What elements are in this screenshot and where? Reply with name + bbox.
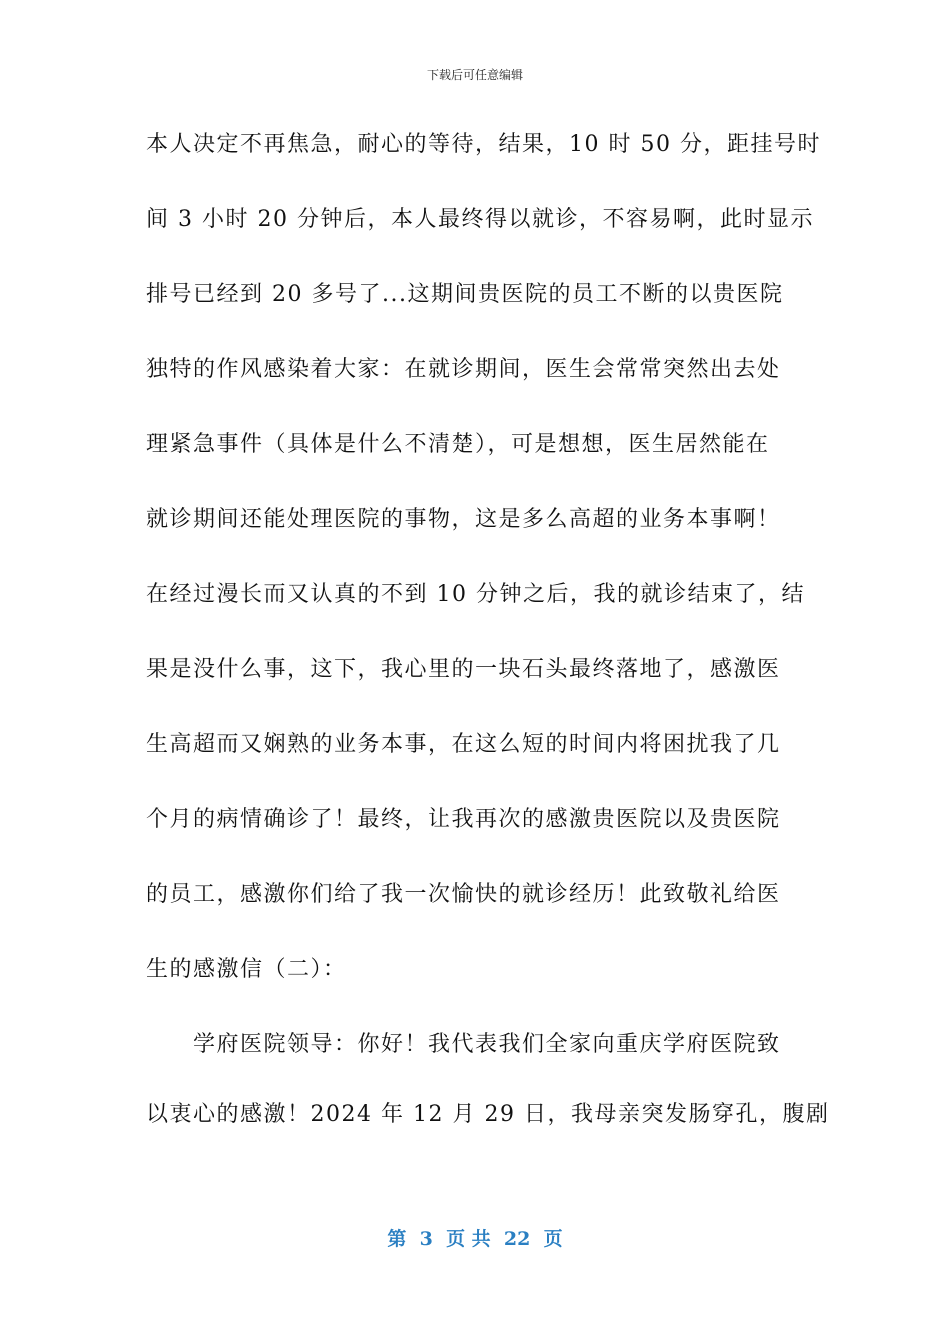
text-line: 排号已经到 20 多号了...这期间贵医院的员工不断的以贵医院 [146,282,784,307]
paragraph-start-line: 学府医院领导：你好！我代表我们全家向重庆学府医院致 [146,1032,781,1057]
text-line: 在经过漫长而又认真的不到 10 分钟之后，我的就诊结束了，结 [146,582,805,607]
text-line: 果是没什么事，这下，我心里的一块石头最终落地了，感激医 [146,657,781,682]
text-line: 生高超而又娴熟的业务本事，在这么短的时间内将困扰我了几 [146,732,781,757]
text-line: 间 3 小时 20 分钟后，本人最终得以就诊，不容易啊，此时显示 [146,207,814,232]
text-line: 生的感激信（二）： [146,957,347,982]
text-line: 的员工，感激你们给了我一次愉快的就诊经历！此致敬礼给医 [146,882,781,907]
text-line: 独特的作风感染着大家：在就诊期间，医生会常常突然出去处 [146,357,781,382]
text-line: 个月的病情确诊了！最终，让我再次的感激贵医院以及贵医院 [146,807,781,832]
text-line: 以衷心的感激！2024 年 12 月 29 日，我母亲突发肠穿孔，腹剧 [146,1102,830,1127]
text-line: 本人决定不再焦急，耐心的等待，结果，10 时 50 分，距挂号时 [146,132,821,157]
header-note: 下载后可任意编辑 [426,68,523,82]
page-number-footer: 第 3 页 共 22 页 [387,1228,563,1250]
text-line: 就诊期间还能处理医院的事物，这是多么高超的业务本事啊！ [146,507,781,532]
text-line: 理紧急事件（具体是什么不清楚），可是想想，医生居然能在 [146,432,770,457]
